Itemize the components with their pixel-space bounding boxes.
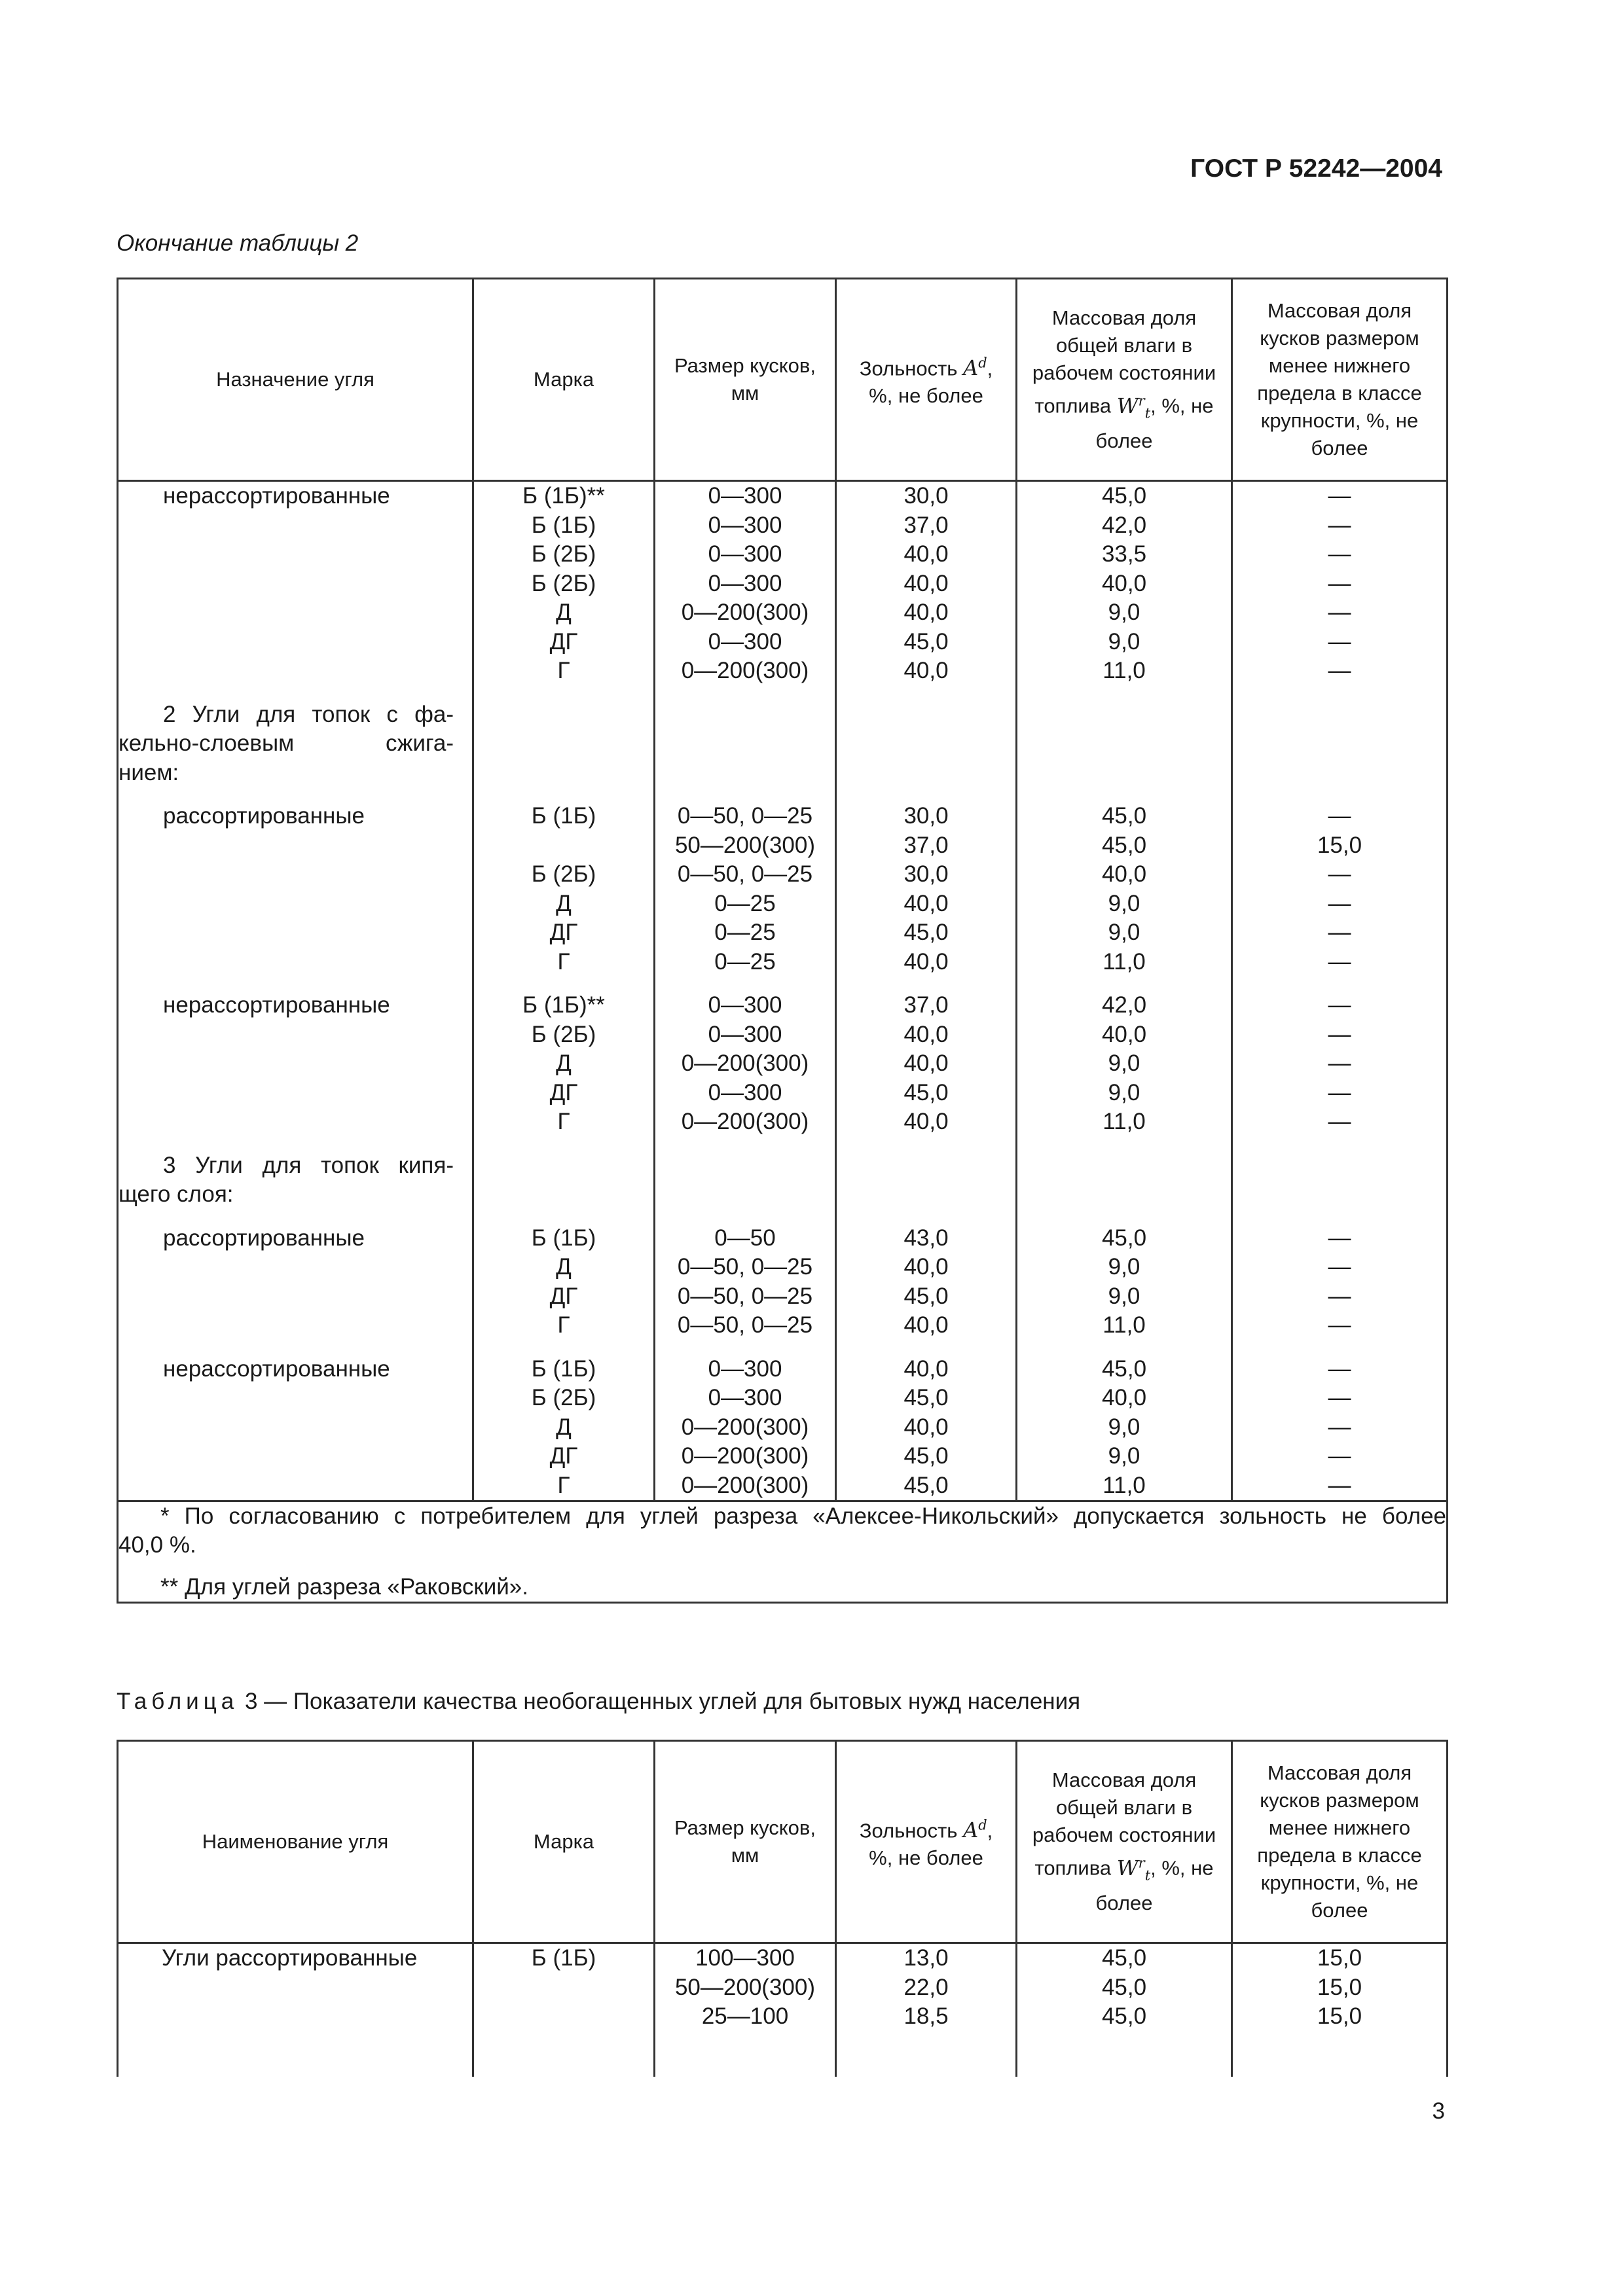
fines-cell: — <box>1328 600 1351 625</box>
mark-cell: Б (2Б) <box>531 861 596 887</box>
moisture-cell: 42,0 <box>1101 512 1147 538</box>
fines-cell: — <box>1328 1385 1351 1410</box>
mark-cell: ДГ <box>549 1079 578 1105</box>
size-cell: 0—300 <box>708 1021 782 1047</box>
mark-cell: ДГ <box>549 628 578 655</box>
group-name: рассортированные <box>163 803 365 829</box>
ash-cell: 18,5 <box>903 2003 949 2029</box>
mark-cell: ДГ <box>549 1283 578 1309</box>
moisture-cell: 45,0 <box>1101 1225 1147 1251</box>
fines-cell: — <box>1328 1443 1351 1469</box>
ash-cell: 30,0 <box>903 861 949 887</box>
fines-cell: 15,0 <box>1317 1974 1362 2000</box>
size-cell: 0—25 <box>714 948 776 975</box>
ash-cell: 40,0 <box>903 948 949 975</box>
footnote-1: * По согласованию с потребителем для углей разреза «Алексее-Никольский» допускается зольность не более <box>160 1503 1446 1529</box>
fines-cell: — <box>1328 541 1351 567</box>
fines-column <box>1232 481 1448 1501</box>
fines-cell: — <box>1328 1254 1351 1280</box>
mark-cell: Б (1Б) <box>531 1355 596 1382</box>
table-2-body-row <box>118 481 1448 1501</box>
fines-cell: 15,0 <box>1317 1945 1362 1971</box>
size-cell: 0—50, 0—25 <box>677 861 813 887</box>
moisture-cell: 11,0 <box>1103 948 1146 975</box>
ash-cell: 45,0 <box>903 1079 949 1105</box>
col-header-mark: Марка <box>473 1741 655 1943</box>
moisture-cell: 42,0 <box>1101 992 1147 1018</box>
ash-cell: 43,0 <box>903 1225 949 1251</box>
fines-cell: 15,0 <box>1317 832 1362 858</box>
ash-column <box>836 1943 1017 2077</box>
size-cell: 0—50, 0—25 <box>677 803 813 829</box>
moisture-cell: 33,5 <box>1101 541 1147 567</box>
mark-cell: Г <box>557 1472 570 1498</box>
fines-cell: — <box>1328 1283 1351 1309</box>
fines-cell: — <box>1328 861 1351 887</box>
ash-cell: 22,0 <box>903 1974 949 2000</box>
coal-name-column <box>118 1943 473 2077</box>
mark-cell: Б (1Б) <box>531 1945 596 1971</box>
fines-cell: — <box>1328 658 1351 683</box>
ash-cell: 45,0 <box>903 628 949 655</box>
ash-cell: 40,0 <box>903 570 949 596</box>
page-number: 3 <box>1432 2098 1445 2124</box>
size-cell: 0—25 <box>714 890 776 916</box>
table-3 <box>117 1740 1448 2077</box>
size-cell: 0—300 <box>708 1385 782 1410</box>
mark-cell: Г <box>557 948 570 975</box>
mark-cell: Б (1Б) <box>531 1225 596 1251</box>
moisture-cell: 9,0 <box>1108 890 1140 916</box>
col-header-fines: Массовая доля кусков размером менее нижнего предела в классе крупности, %, не более <box>1232 279 1448 481</box>
ash-cell: 45,0 <box>903 1283 949 1309</box>
footnote-1-continued: 40,0 %. <box>119 1532 196 1558</box>
size-cell: 0—300 <box>708 992 782 1018</box>
group-name: нерассортированные <box>163 1355 390 1382</box>
col-header-fines: Массовая доля кусков размером менее нижнего предела в классе крупности, %, не более <box>1232 1741 1448 1943</box>
size-cell: 0—200(300) <box>681 1443 809 1469</box>
mark-cell: ДГ <box>549 920 578 945</box>
fines-cell: — <box>1328 1021 1351 1047</box>
mark-cell: Б (2Б) <box>531 1385 596 1410</box>
ash-cell: 30,0 <box>903 483 949 509</box>
moisture-cell: 9,0 <box>1108 1050 1140 1076</box>
moisture-cell: 45,0 <box>1101 803 1147 829</box>
size-cell: 0—50, 0—25 <box>677 1312 813 1338</box>
ash-cell: 40,0 <box>903 1254 949 1280</box>
footnote-2: ** Для углей разреза «Раковский». <box>160 1574 528 1600</box>
size-cell: 0—200(300) <box>681 1050 809 1076</box>
fines-cell: — <box>1328 628 1351 655</box>
size-cell: 0—300 <box>708 483 782 509</box>
ash-cell: 37,0 <box>903 992 949 1018</box>
size-cell: 0—50, 0—25 <box>677 1283 813 1309</box>
moisture-cell: 11,0 <box>1103 658 1146 683</box>
fines-cell: — <box>1328 483 1351 509</box>
mark-cell: Б (2Б) <box>531 570 596 596</box>
table-2 <box>117 278 1448 1604</box>
size-cell: 0—300 <box>708 541 782 567</box>
mark-cell <box>474 831 653 861</box>
lump-size-column <box>655 1943 836 2077</box>
col-header-mark: Марка <box>473 279 655 481</box>
moisture-cell: 40,0 <box>1101 1021 1147 1047</box>
ash-cell: 13,0 <box>903 1945 949 1971</box>
fines-cell: — <box>1328 920 1351 945</box>
size-cell: 0—50, 0—25 <box>677 1254 813 1280</box>
moisture-cell: 9,0 <box>1108 600 1140 625</box>
moisture-cell: 45,0 <box>1101 2003 1147 2029</box>
col-header-lump-size: Размер кусков, мм <box>655 1741 836 1943</box>
mark-cell: Б (1Б)** <box>522 992 605 1018</box>
mark-cell: Б (2Б) <box>531 541 596 567</box>
size-cell: 0—200(300) <box>681 1472 809 1498</box>
table-3-body-row <box>118 1943 1448 2077</box>
fines-cell: — <box>1328 803 1351 829</box>
moisture-cell: 45,0 <box>1101 483 1147 509</box>
ash-cell: 40,0 <box>903 600 949 625</box>
section-heading: кельно-слоевым сжига- <box>119 730 454 756</box>
mark-cell: Б (1Б) <box>531 803 596 829</box>
moisture-cell: 40,0 <box>1101 1385 1147 1410</box>
col-header-ash-content: Зольность $A^d$, %, не более <box>836 279 1017 481</box>
mark-cell: Д <box>556 1414 572 1440</box>
table-2-continuation-caption: Окончание таблицы 2 <box>117 230 359 256</box>
ash-cell: 45,0 <box>903 1472 949 1498</box>
fines-cell: — <box>1328 512 1351 538</box>
lump-size-column <box>655 481 836 1501</box>
size-cell: 50—200(300) <box>674 1974 816 2000</box>
ash-cell: 40,0 <box>903 541 949 567</box>
fines-cell: — <box>1328 948 1351 975</box>
mark-cell: Г <box>557 1312 570 1338</box>
moisture-cell: 9,0 <box>1108 1254 1140 1280</box>
section-heading: 2 Угли для топок с фа- <box>163 701 454 727</box>
fines-cell: — <box>1328 1079 1351 1105</box>
size-cell: 50—200(300) <box>674 832 816 858</box>
ash-cell: 40,0 <box>903 658 949 683</box>
ash-cell: 37,0 <box>903 832 949 858</box>
ash-cell: 40,0 <box>903 1021 949 1047</box>
col-header-moisture: Массовая доля общей влаги в рабочем состоянии топлива $W^r_t$, %, не более <box>1017 1741 1232 1943</box>
moisture-column <box>1017 481 1232 1501</box>
mark-cell: Г <box>557 1109 570 1134</box>
moisture-cell: 11,0 <box>1103 1109 1146 1134</box>
mark-cell: ДГ <box>549 1443 578 1469</box>
moisture-cell: 9,0 <box>1108 1283 1140 1309</box>
col-header-moisture: Массовая доля общей влаги в рабочем состоянии топлива $W^r_t$, %, не более <box>1017 279 1232 481</box>
group-name: нерассортированные <box>163 483 390 509</box>
moisture-cell: 9,0 <box>1108 628 1140 655</box>
fines-cell: — <box>1328 1050 1351 1076</box>
ash-cell: 40,0 <box>903 1355 949 1382</box>
ash-cell: 45,0 <box>903 1385 949 1410</box>
document-code: ГОСТ Р 52242—2004 <box>1190 154 1442 183</box>
ash-cell: 40,0 <box>903 1109 949 1134</box>
size-cell: 25—100 <box>701 2003 789 2029</box>
mark-cell: Г <box>557 658 570 683</box>
moisture-column <box>1017 1943 1232 2077</box>
mark-column <box>473 481 655 1501</box>
size-cell: 0—25 <box>714 920 776 945</box>
ash-cell: 40,0 <box>903 890 949 916</box>
mark-cell: Д <box>556 600 572 625</box>
mark-cell: Д <box>556 1050 572 1076</box>
ash-cell: 40,0 <box>903 1312 949 1338</box>
col-header-coal-name: Наименование угля <box>118 1741 473 1943</box>
ash-cell: 45,0 <box>903 920 949 945</box>
size-cell: 0—300 <box>708 570 782 596</box>
moisture-cell: 45,0 <box>1101 1974 1147 2000</box>
table-notes <box>118 1501 1448 1603</box>
fines-cell: — <box>1328 890 1351 916</box>
purpose-column <box>118 481 473 1501</box>
size-cell: 0—300 <box>708 1355 782 1382</box>
mark-cell: Б (1Б) <box>531 512 596 538</box>
ash-cell: 37,0 <box>903 512 949 538</box>
mark-cell: Б (2Б) <box>531 1021 596 1047</box>
mark-cell: Д <box>556 890 572 916</box>
col-header-ash-content: Зольность $A^d$, %, не более <box>836 1741 1017 1943</box>
ash-cell: 30,0 <box>903 803 949 829</box>
fines-cell: 15,0 <box>1317 2003 1362 2029</box>
moisture-cell: 45,0 <box>1101 1945 1147 1971</box>
fines-column <box>1232 1943 1448 2077</box>
size-cell: 0—200(300) <box>681 600 809 625</box>
moisture-cell: 40,0 <box>1101 570 1147 596</box>
size-cell: 0—50 <box>714 1225 776 1251</box>
moisture-cell: 45,0 <box>1101 832 1147 858</box>
mark-cell: Б (1Б)** <box>522 483 605 509</box>
fines-cell: — <box>1328 1109 1351 1134</box>
group-name: рассортированные <box>163 1225 365 1251</box>
section-heading: щего слоя: <box>119 1181 234 1207</box>
moisture-cell: 9,0 <box>1108 1443 1140 1469</box>
fines-cell: — <box>1328 1312 1351 1338</box>
table-2-notes-row <box>118 1501 1448 1603</box>
table-3-caption: Таблица 3 — Показатели качества необогащенных углей для бытовых нужд населения <box>117 1689 1081 1714</box>
col-header-lump-size: Размер кусков, мм <box>655 279 836 481</box>
ash-cell: 40,0 <box>903 1050 949 1076</box>
moisture-cell: 11,0 <box>1103 1472 1146 1498</box>
size-cell: 0—300 <box>708 628 782 655</box>
col-header-purpose: Назначение угля <box>118 279 473 481</box>
moisture-cell: 9,0 <box>1108 1079 1140 1105</box>
moisture-cell: 11,0 <box>1103 1312 1146 1338</box>
group-name: нерассортированные <box>163 992 390 1018</box>
moisture-cell: 40,0 <box>1101 861 1147 887</box>
size-cell: 0—200(300) <box>681 658 809 683</box>
section-heading: 3 Угли для топок кипя- <box>163 1152 454 1178</box>
coal-name-cell: Угли рассортированные <box>162 1945 418 1971</box>
size-cell: 0—300 <box>708 1079 782 1105</box>
mark-column <box>473 1943 655 2077</box>
moisture-cell: 45,0 <box>1101 1355 1147 1382</box>
mark-cell: Д <box>556 1254 572 1280</box>
ash-column <box>836 481 1017 1501</box>
section-heading: нием: <box>119 759 179 785</box>
fines-cell: — <box>1328 992 1351 1018</box>
fines-cell: — <box>1328 570 1351 596</box>
moisture-cell: 9,0 <box>1108 920 1140 945</box>
fines-cell: — <box>1328 1355 1351 1382</box>
moisture-cell: 9,0 <box>1108 1414 1140 1440</box>
ash-cell: 45,0 <box>903 1443 949 1469</box>
fines-cell: — <box>1328 1414 1351 1440</box>
table-3-header-row <box>118 1741 1448 1943</box>
size-cell: 100—300 <box>695 1945 795 1971</box>
size-cell: 0—200(300) <box>681 1109 809 1134</box>
ash-cell: 40,0 <box>903 1414 949 1440</box>
table-2-header-row <box>118 279 1448 481</box>
fines-cell: — <box>1328 1225 1351 1251</box>
size-cell: 0—300 <box>708 512 782 538</box>
fines-cell: — <box>1328 1472 1351 1498</box>
size-cell: 0—200(300) <box>681 1414 809 1440</box>
